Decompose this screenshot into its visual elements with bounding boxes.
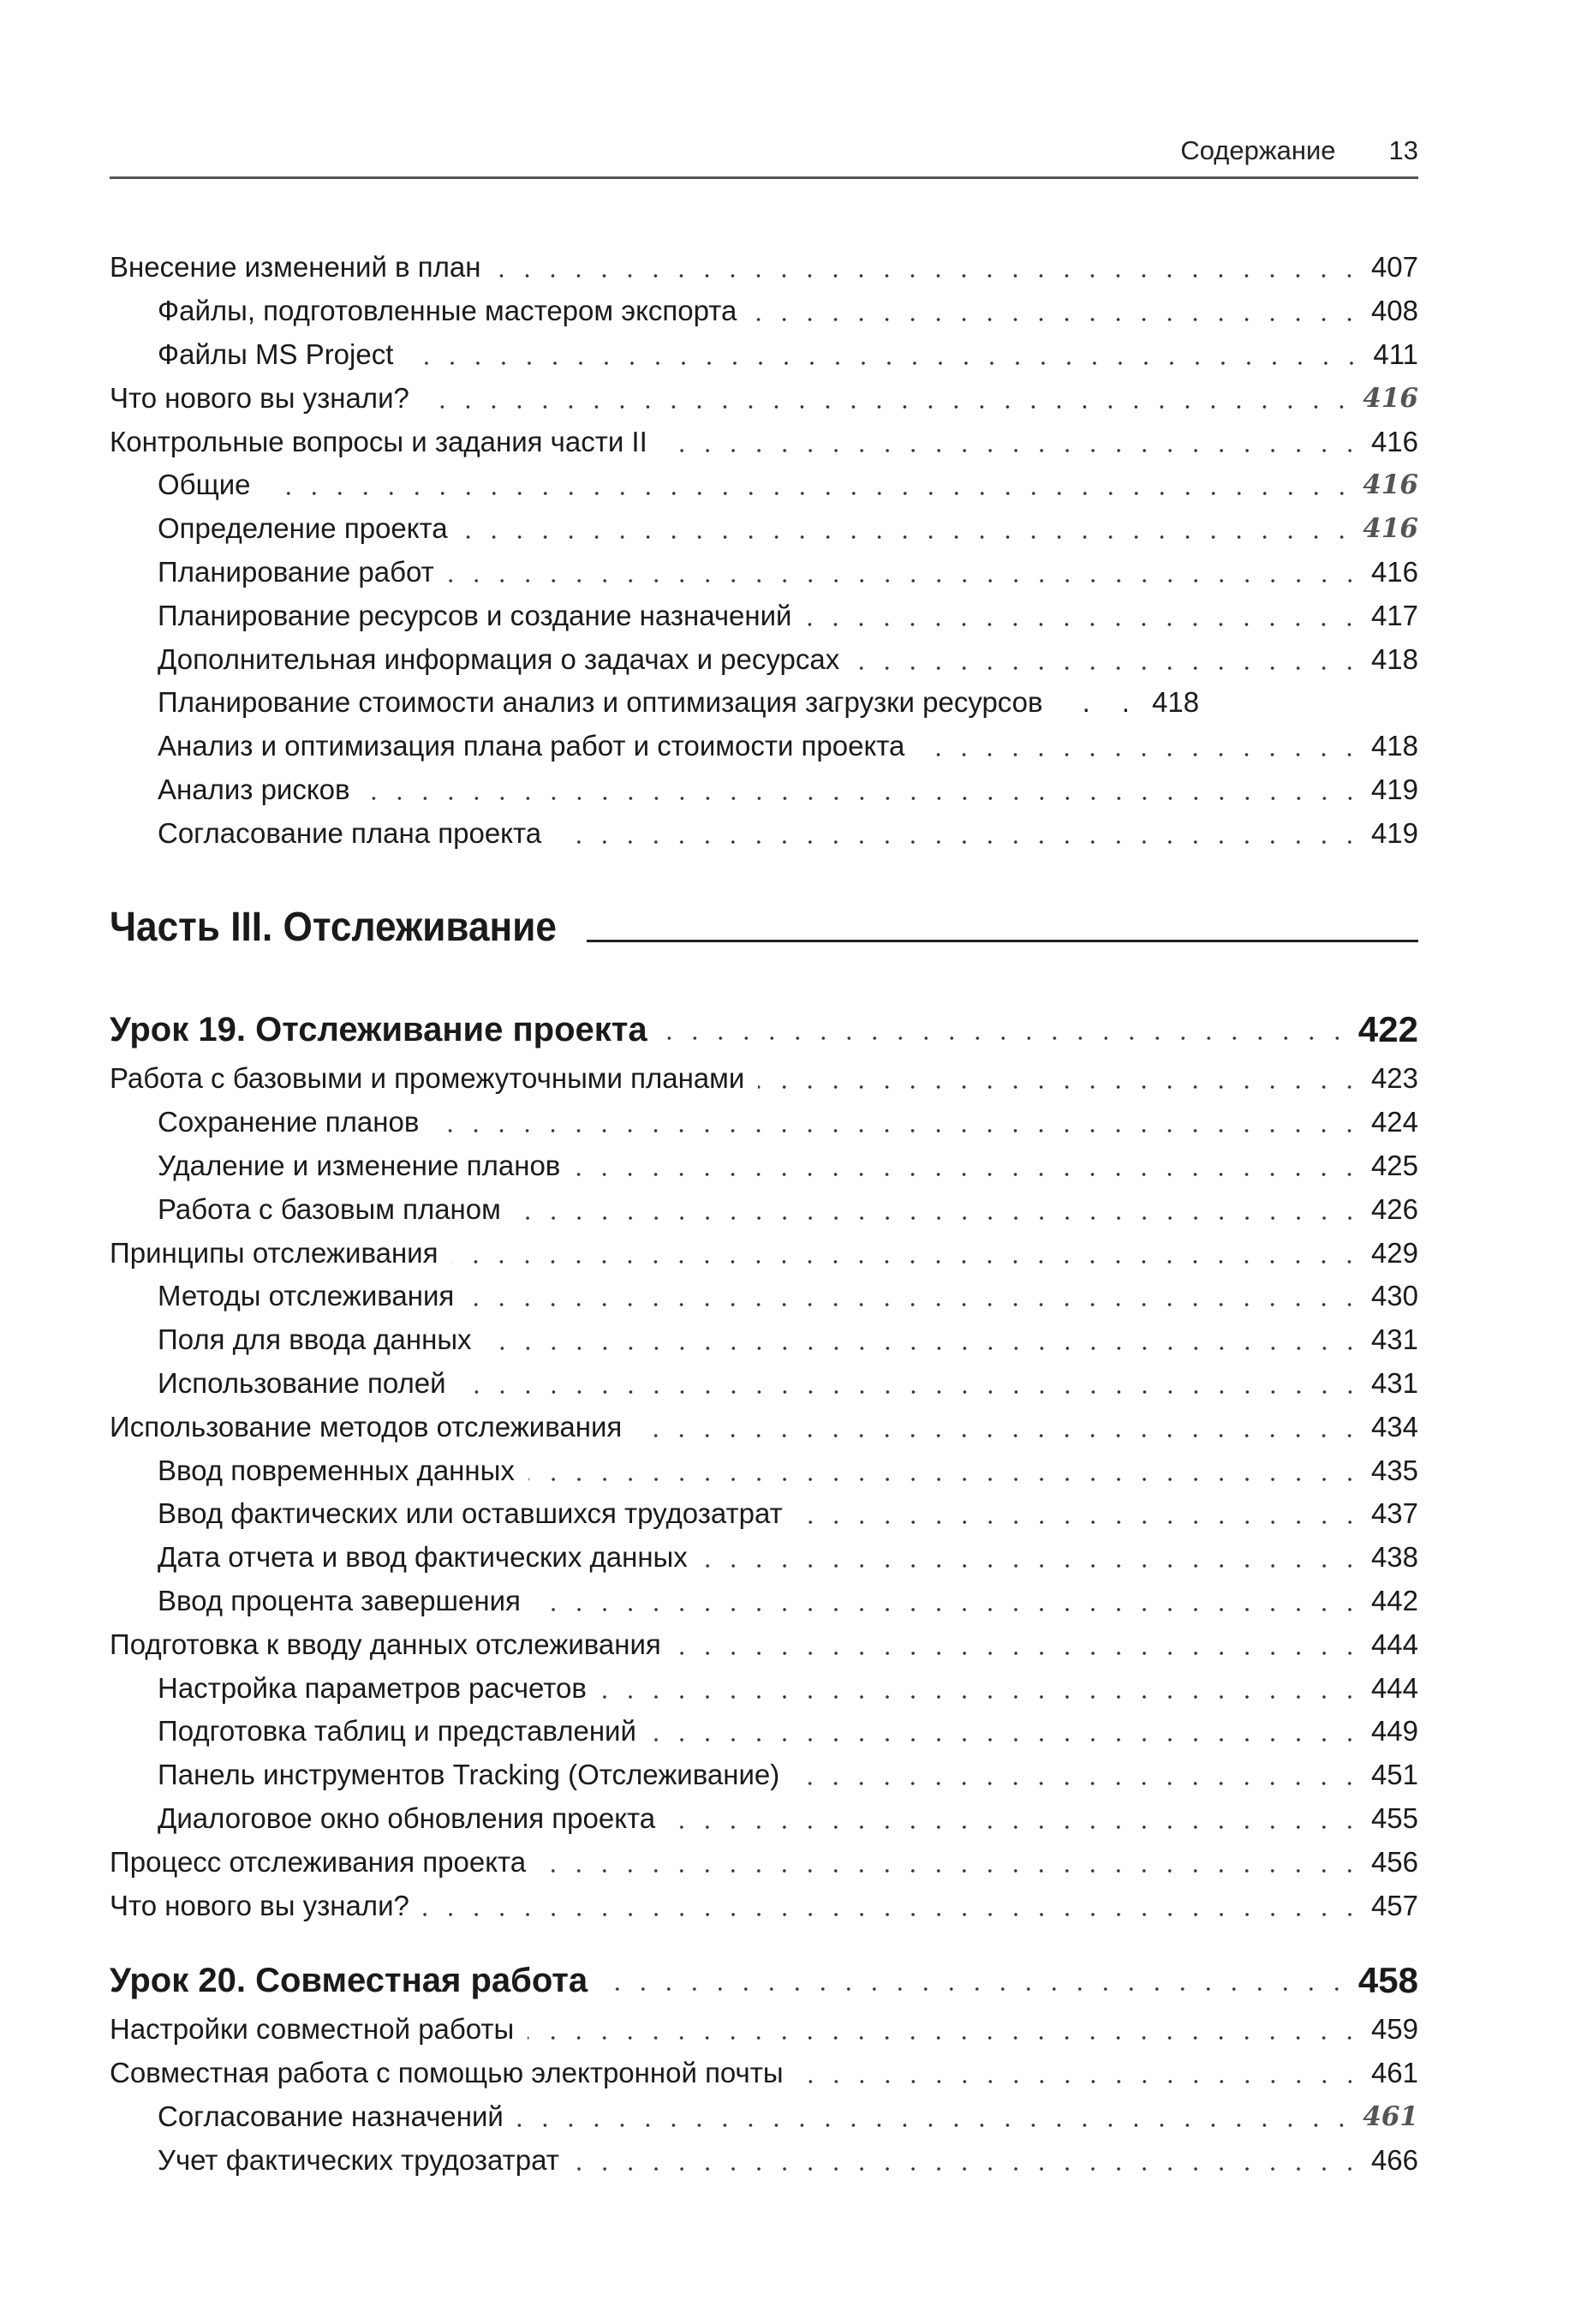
toc-entry[interactable] [110, 551, 1418, 594]
leader-dots [750, 315, 1363, 324]
leader-dots [635, 1431, 1363, 1440]
toc-entry-page: 466 [1370, 2143, 1418, 2176]
toc-entry-page: 451 [1370, 1759, 1418, 1791]
toc-entry-label: Согласование назначений [158, 2100, 509, 2133]
leader-dots [517, 2121, 1354, 2130]
toc-entry-label: Файлы, подготовленные мастером экспорта [158, 295, 742, 327]
leader-dots [460, 1388, 1363, 1396]
toc-entry-page: 455 [1370, 1801, 1418, 1834]
toc-entry-label: Что нового вы узнали? [110, 382, 415, 415]
lesson-heading[interactable] [110, 1002, 1418, 1057]
toc-entry-page: 418 [1152, 686, 1200, 719]
toc-entry-label: Принципы отслеживания [110, 1237, 443, 1270]
toc-entry-label: Анализ и оптимизация плана работ и стоимости проекта [158, 730, 910, 762]
toc-entry-page: 431 [1370, 1366, 1418, 1399]
toc-entry[interactable] [110, 1405, 1418, 1449]
toc-entry-page: 408 [1370, 295, 1418, 327]
toc-entry[interactable] [110, 1492, 1418, 1536]
page-number: 13 [1388, 135, 1418, 165]
toc-entry-page: 461 [1370, 2057, 1418, 2089]
leader-dots [675, 1649, 1363, 1658]
leader-dots [805, 620, 1362, 629]
leader-dots [423, 403, 1354, 411]
toc-entry[interactable] [110, 1753, 1418, 1797]
toc-entry-page: 459 [1370, 2013, 1418, 2046]
toc-entry-label: Поля для ввода данных [158, 1323, 477, 1356]
leader-dots [853, 664, 1363, 672]
toc-entry-label: Использование методов отслеживания [110, 1411, 627, 1443]
leader-dots [650, 1736, 1363, 1744]
toc-entry[interactable] [110, 725, 1418, 768]
toc-entry[interactable] [110, 290, 1418, 333]
toc-entry-page: 425 [1370, 1149, 1418, 1181]
leader-dots [661, 1034, 1350, 1043]
toc-entry[interactable] [110, 420, 1418, 463]
toc-entry-label: Что нового вы узнали? [110, 1890, 415, 1922]
toc-entry-label: Согласование плана проекта [158, 817, 546, 850]
toc-entry-page: 419 [1370, 816, 1418, 849]
toc-entry[interactable] [110, 463, 1418, 507]
toc-entry[interactable] [110, 1536, 1418, 1580]
leader-dots [534, 1605, 1363, 1614]
leader-dots [758, 1083, 1363, 1091]
part-title: Часть III. Отслеживание [110, 905, 557, 950]
leader-dots [423, 1910, 1363, 1919]
leader-dots [797, 2077, 1363, 2086]
toc-entry-page: 416 [1370, 425, 1418, 457]
toc-part2-tail [110, 246, 1418, 855]
toc-entry[interactable] [110, 1318, 1418, 1362]
toc-entry[interactable] [110, 376, 1418, 420]
toc-entry-label: Учет фактических трудозатрат [158, 2144, 564, 2177]
toc-entry[interactable] [110, 811, 1418, 855]
toc-entry-label: Процесс отслеживания проекта [110, 1846, 531, 1879]
leader-dots [573, 2165, 1363, 2173]
toc-entry-label: Использование полей [158, 1367, 451, 1400]
toc-entry-label: Ввод процента завершения [158, 1585, 526, 1617]
leader-dots: . . [1082, 686, 1142, 719]
toc-entry-label: Настройка параметров расчетов [158, 1672, 592, 1705]
toc-entry-label: Определение проекта [158, 512, 453, 545]
toc-entry-label: Планирование стоимости анализ и оптимизация загрузки ресурсов [158, 686, 1048, 719]
lesson-heading[interactable] [110, 1953, 1418, 2008]
toc-entry-label: Панель инструментов Tracking (Отслеживание) [158, 1759, 785, 1791]
part-heading [110, 904, 1418, 951]
toc-entry[interactable] [110, 1231, 1418, 1275]
toc-entry-page: 457 [1370, 1889, 1418, 1921]
toc-entry-label: Файлы MS Project [158, 338, 398, 371]
toc-entry-page: 461 [1363, 2100, 1418, 2132]
toc-entry-page: 418 [1370, 642, 1418, 675]
toc-entry[interactable] [110, 333, 1418, 377]
toc-entry-page: 449 [1370, 1715, 1418, 1747]
leader-dots [601, 1985, 1350, 1993]
leader-dots [600, 1693, 1363, 1701]
toc-entry-label: Подготовка к вводу данных отслеживания [110, 1628, 666, 1661]
leader-dots [515, 1214, 1363, 1222]
toc-entry-label: Методы отслеживания [158, 1280, 459, 1312]
toc-entry-page: 438 [1370, 1541, 1418, 1574]
leader-dots [468, 1300, 1363, 1309]
toc-entry[interactable] [110, 1101, 1418, 1144]
toc-entry[interactable] [110, 768, 1418, 812]
toc-entry-page: 419 [1370, 773, 1418, 805]
toc-entry-label: Подготовка таблиц и представлений [158, 1715, 641, 1747]
toc-entry-page: 416 [1363, 469, 1418, 501]
toc-entry-label: Диалоговое окно обновления проекта [158, 1802, 660, 1835]
toc-entry-page: 416 [1363, 382, 1418, 414]
leader-dots [528, 1475, 1363, 1484]
toc-entry-label: Настройки совместной работы [110, 2013, 519, 2046]
part-title-rule [587, 940, 1418, 942]
toc-entry-label: Работа с базовыми и промежуточными планами [110, 1062, 749, 1095]
leader-dots [364, 794, 1363, 803]
header-rule [110, 176, 1418, 179]
toc-entry[interactable] [110, 1840, 1418, 1884]
toc-entry[interactable] [110, 637, 1418, 681]
toc-entry[interactable] [110, 2138, 1418, 2182]
running-head-section: Содержание [1180, 135, 1336, 165]
leader-dots [918, 750, 1363, 759]
toc-entry-page: 426 [1370, 1192, 1418, 1225]
leader-dots [701, 1562, 1363, 1570]
toc-entry-page: 430 [1370, 1280, 1418, 1312]
leader-dots [433, 1126, 1363, 1135]
leader-dots [793, 1779, 1363, 1788]
toc-entry[interactable] [110, 507, 1418, 551]
leader-dots [407, 359, 1364, 367]
leader-dots [265, 489, 1355, 498]
toc-entry-page: 418 [1370, 730, 1418, 762]
leader-dots [462, 533, 1355, 541]
leader-dots [555, 838, 1363, 846]
toc-entry-label: Внесение изменений в план [110, 251, 486, 284]
toc-entry-label: Контрольные вопросы и задания части II [110, 426, 653, 458]
leader-dots [451, 1258, 1362, 1266]
lesson-page: 422 [1357, 1009, 1418, 1049]
toc-entry-page: 417 [1370, 599, 1418, 631]
toc-entry-page: 456 [1370, 1845, 1418, 1878]
leader-dots [494, 272, 1362, 280]
leader-dots [669, 1823, 1363, 1831]
toc-entry-label: Работа с базовым планом [158, 1193, 506, 1226]
toc-entry-label: Ввод фактических или оставшихся трудозатрат [158, 1497, 788, 1530]
toc-entry-page: 434 [1370, 1410, 1418, 1443]
toc-entry-label: Планирование ресурсов и создание назначений [158, 600, 796, 632]
toc-entry-page: 442 [1370, 1584, 1418, 1616]
toc-entry-label: Сохранение планов [158, 1106, 424, 1138]
toc-entry-label: Анализ рисков [158, 774, 355, 806]
toc-entry-page: 444 [1370, 1671, 1418, 1704]
leader-dots [796, 1518, 1363, 1526]
toc-entry-page: 416 [1370, 555, 1418, 588]
toc-entry-label: Дополнительная информация о задачах и ресурсах [158, 643, 844, 676]
toc-entry-label: Планирование работ [158, 556, 439, 588]
lesson-page: 458 [1357, 1960, 1418, 2000]
lesson-title: Урок 20. Совместная работа [110, 1962, 593, 2000]
toc-entry[interactable] [110, 1275, 1418, 1318]
toc-entry-label: Дата отчета и ввод фактических данных [158, 1541, 693, 1574]
toc-entry[interactable] [110, 1580, 1418, 1623]
leader-dots [540, 1867, 1363, 1875]
toc-entry-page: 416 [1363, 513, 1418, 545]
toc-entry-page: 431 [1370, 1323, 1418, 1356]
toc-entry[interactable] [110, 1362, 1418, 1406]
toc-entry-page: 444 [1370, 1628, 1418, 1660]
toc-entry-page: 407 [1370, 251, 1418, 284]
leader-dots [574, 1170, 1363, 1179]
toc-entry[interactable] [110, 2095, 1418, 2139]
leader-dots [528, 2034, 1363, 2042]
toc-entry[interactable] [110, 1666, 1418, 1710]
toc-entry-label: Общие [158, 469, 256, 501]
toc-entry[interactable] [110, 1710, 1418, 1753]
toc-entry[interactable] [110, 1797, 1418, 1841]
toc-lesson-19 [110, 1002, 1418, 1927]
toc-entry-page: 435 [1370, 1454, 1418, 1486]
toc-entry[interactable] [110, 1449, 1418, 1492]
toc-entry[interactable] [110, 2052, 1418, 2095]
toc-entry[interactable] [110, 2008, 1418, 2052]
toc-lesson-20 [110, 1953, 1418, 2182]
toc-entry-page: 411 [1373, 338, 1418, 370]
toc-entry-label: Ввод повременных данных [158, 1455, 520, 1487]
toc-entry[interactable] [110, 246, 1418, 290]
toc-entry-page: 423 [1370, 1062, 1418, 1095]
toc-entry[interactable] [110, 594, 1418, 637]
toc-entry[interactable] [110, 1057, 1418, 1101]
toc-entry[interactable] [110, 1144, 1418, 1188]
running-head [1180, 135, 1418, 166]
leader-dots [486, 1344, 1363, 1353]
leader-dots [661, 446, 1363, 455]
toc-entry-page: 429 [1370, 1236, 1418, 1269]
toc-entry-label: Удаление и изменение планов [158, 1150, 565, 1182]
leader-dots [448, 577, 1363, 585]
toc-entry-label: Совместная работа с помощью электронной почты [110, 2057, 789, 2089]
toc-entry[interactable] [110, 1884, 1418, 1927]
toc-entry-page: 424 [1370, 1106, 1418, 1138]
toc-entry[interactable] [110, 1622, 1418, 1666]
toc-entry[interactable] [110, 1187, 1418, 1231]
lesson-title: Урок 19. Отслеживание проекта [110, 1011, 653, 1049]
toc-entry-page: 437 [1370, 1497, 1418, 1530]
toc-entry[interactable] [110, 681, 1418, 725]
